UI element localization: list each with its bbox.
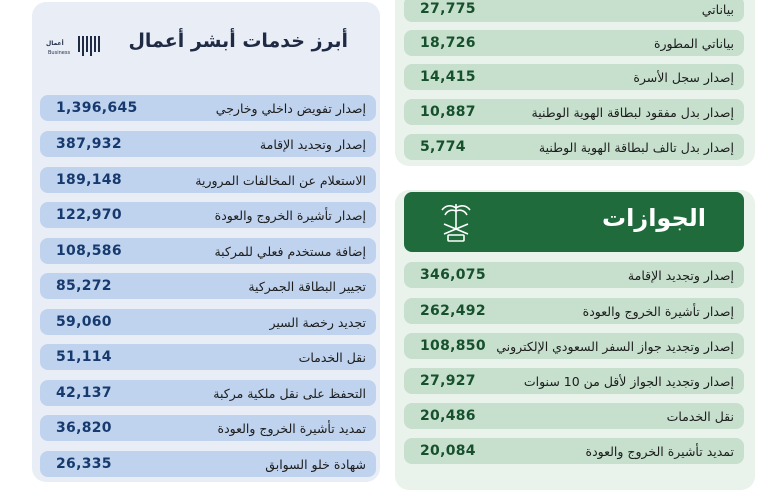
civil-affairs-row [404,99,744,125]
service-count: 20,486 [420,408,476,424]
absher-service-row [40,380,376,406]
service-label: إصدار تأشيرة الخروج والعودة [582,303,734,319]
service-label: إصدار سجل الأسرة [633,69,734,85]
civil-affairs-row [404,0,744,22]
palm-swords-emblem-icon [432,198,480,246]
service-count: 5,774 [420,139,466,155]
service-count: 36,820 [56,420,112,436]
civil-affairs-row [404,64,744,90]
service-label: تمديد تأشيرة الخروج والعودة [217,420,366,436]
service-label: تمديد تأشيرة الخروج والعودة [585,443,734,459]
service-label: بياناتي المطورة [653,35,734,51]
absher-service-row [40,309,376,335]
service-count: 108,586 [56,243,122,259]
jawazat-row [404,262,744,288]
service-count: 26,335 [56,456,112,472]
service-count: 27,775 [420,1,476,17]
service-label: بياناتي [701,1,734,17]
service-count: 51,114 [56,349,112,365]
jawazat-row [404,368,744,394]
service-count: 20,084 [420,443,476,459]
service-count: 27,927 [420,373,476,389]
jawazat-row [404,333,744,359]
service-label: إصدار وتجديد الجواز لأقل من 10 سنوات [523,373,734,389]
service-label: شهادة خلو السوابق [265,456,366,472]
service-label: نقل الخدمات [298,349,366,365]
absher-service-row [40,167,376,193]
service-label: الاستعلام عن المخالفات المرورية [195,172,366,188]
absher-service-row [40,238,376,264]
service-count: 346,075 [420,267,486,283]
service-label: نقل الخدمات [666,408,734,424]
service-count: 387,932 [56,136,122,152]
service-count: 18,726 [420,35,476,51]
absher-service-row [40,95,376,121]
service-label: التحفظ على نقل ملكية مركبة [213,385,366,401]
service-count: 42,137 [56,385,112,401]
absher-business-title: أبرز خدمات أبشر أعمال [128,30,348,52]
service-count: 189,148 [56,172,122,188]
logo-subtext: Business [48,50,71,56]
jawazat-row [404,438,744,464]
service-count: 108,850 [420,338,486,354]
service-label: إصدار وتجديد جواز السفر السعودي الإلكتروني [496,338,734,354]
service-label: إصدار تفويض داخلي وخارجي [215,100,366,116]
service-count: 59,060 [56,314,112,330]
jawazat-title: الجوازات [602,204,706,232]
civil-affairs-row [404,134,744,160]
service-count: 262,492 [420,303,486,319]
service-label: تجديد رخصة السير [269,314,366,330]
jawazat-row [404,403,744,429]
service-label: إضافة مستخدم فعلي للمركبة [214,243,366,259]
service-count: 122,970 [56,207,122,223]
service-count: 10,887 [420,104,476,120]
absher-service-row [40,131,376,157]
service-label: إصدار وتجديد الإقامة [627,267,734,283]
service-label: إصدار بدل مفقود لبطاقة الهوية الوطنية [531,104,734,120]
logo-text: أعمال [46,40,64,47]
service-label: إصدار تأشيرة الخروج والعودة [214,207,366,223]
absher-logo-icon [78,36,100,56]
jawazat-header [404,192,744,252]
service-count: 85,272 [56,278,112,294]
absher-service-row [40,273,376,299]
service-count: 14,415 [420,69,476,85]
jawazat-row [404,298,744,324]
service-label: تجيير البطاقة الجمركية [248,278,366,294]
absher-service-row [40,202,376,228]
absher-service-row [40,344,376,370]
absher-service-row [40,451,376,477]
service-label: إصدار وتجديد الإقامة [259,136,366,152]
service-label: إصدار بدل تالف لبطاقة الهوية الوطنية [538,139,734,155]
service-count: 1,396,645 [56,100,138,116]
absher-service-row [40,415,376,441]
civil-affairs-row [404,30,744,56]
absher-business-logo [46,34,102,64]
